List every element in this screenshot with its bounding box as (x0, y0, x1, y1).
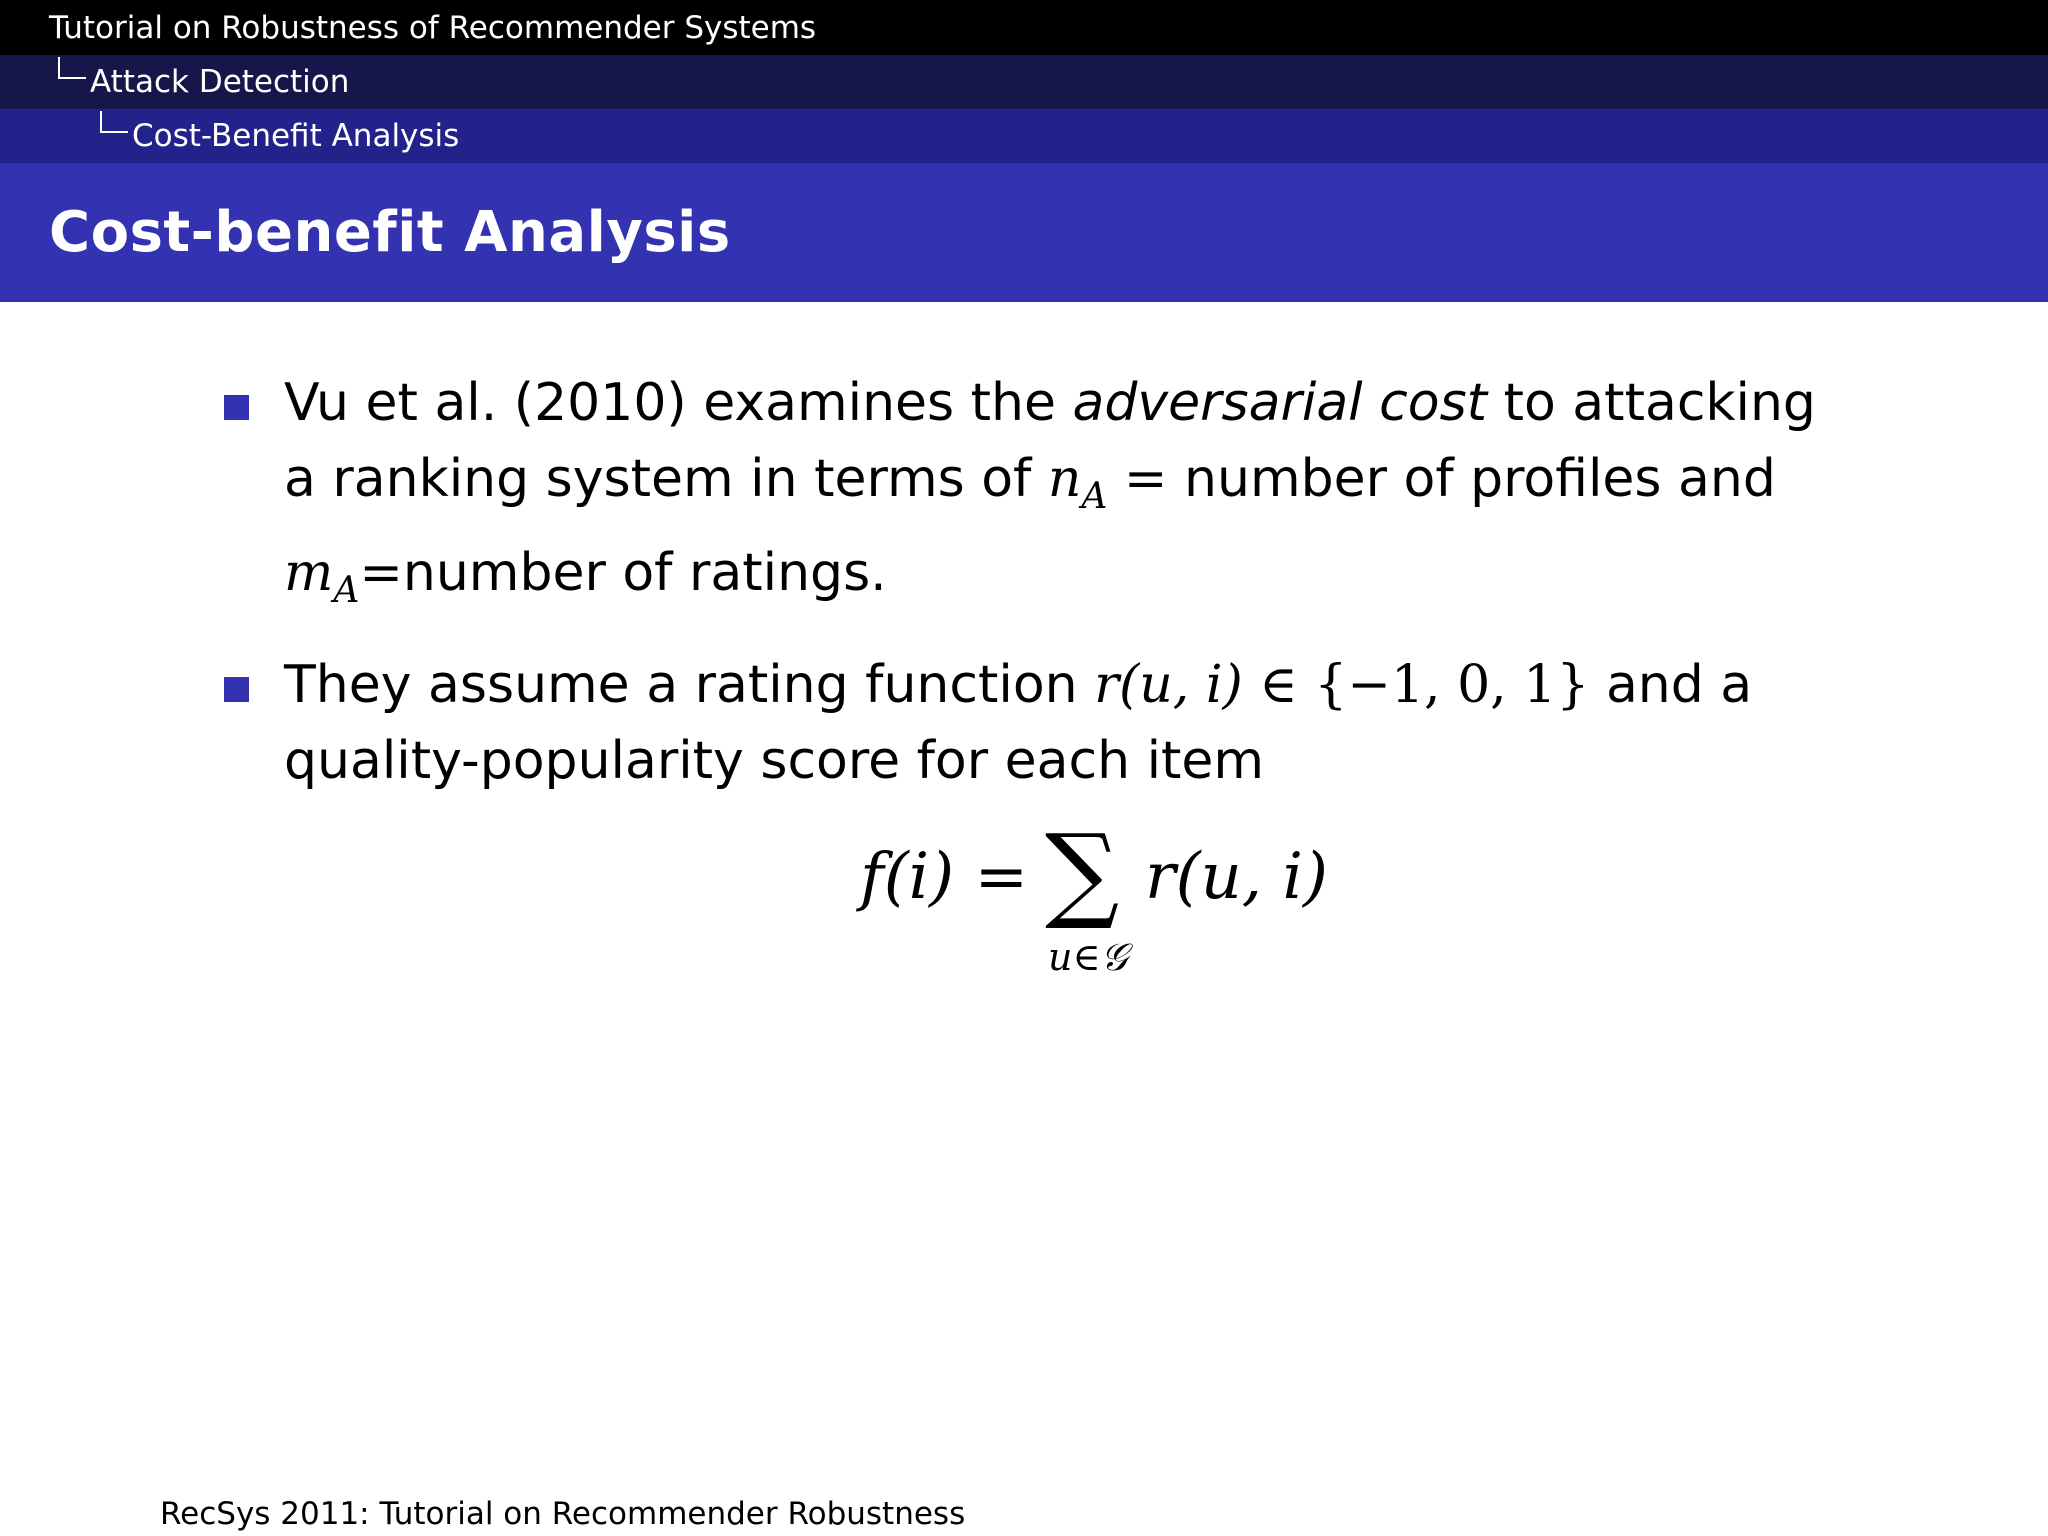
slide-content (222, 365, 1862, 817)
equation-rhs: r(u, i) (1145, 840, 1328, 914)
square-bullet-icon (224, 395, 249, 420)
footer-text: RecSys 2011: Tutorial on Recommender Robustness (160, 1496, 966, 1532)
math-subscript: A (1081, 476, 1108, 517)
slide-footer (160, 1496, 965, 1532)
slide-title: Cost-benefit Analysis (49, 200, 731, 265)
equation-lhs: f(i) = (860, 840, 1029, 914)
tree-branch-icon (58, 57, 86, 79)
breadcrumb-level-2 (0, 55, 2048, 109)
math-subscript: A (333, 570, 360, 611)
breadcrumb-level-2-label: Attack Detection (90, 64, 350, 100)
summation-index: u∈𝒢 (1048, 935, 1128, 979)
slide-title-bar (0, 163, 2048, 302)
breadcrumb-level-3-label: Cost-Benefit Analysis (132, 118, 460, 154)
math-rating-set: ∈ {−1, 0, 1} (1242, 655, 1606, 715)
bullet-item-2: They assume a rating function r(u, i) ∈ {−1, 0, 1} and a quality-popularity score for each item (222, 647, 1862, 799)
display-equation (860, 811, 1328, 980)
emphasis-text: adversarial cost (1072, 373, 1488, 433)
math-rating-function: r(u, i) (1094, 655, 1243, 715)
breadcrumb-level-1-label: Tutorial on Robustness of Recommender Systems (49, 9, 817, 46)
breadcrumb-level-3 (0, 109, 2048, 163)
bullet-item-1: Vu et al. (2010) examines the adversarial cost to attacking a ranking system in terms of $n_A$ = number of profiles and $m_A=number$ of ratings. (222, 365, 1862, 629)
tree-branch-icon (100, 111, 128, 133)
breadcrumb-level-1 (0, 0, 2048, 55)
summation-symbol: ∑ (1045, 811, 1120, 933)
math-n: n (1047, 449, 1082, 509)
square-bullet-icon (224, 677, 249, 702)
math-m: m (284, 543, 334, 603)
